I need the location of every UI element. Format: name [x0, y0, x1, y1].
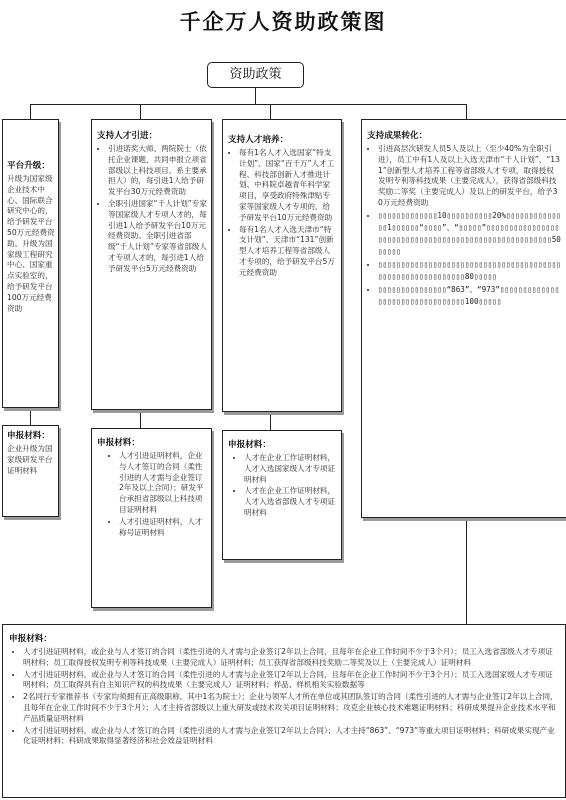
root-node-funding-policy: 资助政策: [207, 62, 304, 88]
combined-material-heading: 申报材料：: [9, 634, 52, 644]
platform-upgrade-text: 升级为国家级企业技术中心、国际联合研究中心的，给予研发平台50万元经费资助。升级为国家级工程研究中心、国家重点实验室的，给予研发平台100万元经费资助: [7, 174, 55, 313]
achievement-transformation-item: • ▯▯▯▯▯▯▯▯▯▯▯▯▯10▯▯▯▯▯▯▯▯▯▯20%▯▯▯▯▯▯▯▯▯▯▯▯▯▯1▯▯▯▯▯▯“▯▯▯▯”、“▯▯▯▯▯”▯▯▯▯▯▯▯▯▯▯▯▯▯▯▯▯▯▯▯▯▯▯▯▯▯▯▯▯▯▯▯▯▯▯▯▯▯▯▯▯▯▯▯▯▯▯▯▯▯▯▯▯▯▯50▯▯▯▯▯: [378, 210, 561, 258]
connector-horizontal: [30, 104, 467, 105]
achievement-transformation-box: [361, 119, 566, 518]
talent-training-material-item: • 人才在企业工作证明材料，人才入选省部级人才专项证明材料: [244, 486, 337, 518]
connector-col4: [466, 104, 467, 120]
talent-introduction-box: [91, 119, 212, 410]
platform-upgrade-material-heading: 申报材料：: [7, 431, 50, 441]
connector-col1-material: [30, 408, 31, 425]
talent-introduction-material-box: [91, 428, 212, 608]
talent-training-item: • 每有1名人才入选国家“特支计划”、国家“百千万”人才工程、科技部创新人才推进计划、中科院卓越青年科学家项目，享受政府特殊津贴专家等国家级人才专项的，给予研发平台10万元经费资助: [239, 148, 337, 224]
connector-col4-material: [466, 518, 467, 624]
combined-material-item: • 2名同行专家推荐书（专家均须拥有正高级职称，其中1名为院士）；企业与领军人才所在单位或其团队签订的合同（柔性引进的人才需与企业签订2年以上合同，且每年在企业工作时间不少于3个月）；人才主持省部级以上重大研发或技术攻关项目证明材料；攻克企业核心技术难题证明材料；科研成果提升企业技术水平和产品质量证明材料: [23, 692, 559, 724]
achievement-transformation-item: • ▯▯▯▯▯▯▯▯▯▯▯▯▯▯▯“863”、“973”▯▯▯▯▯▯▯▯▯▯▯▯▯▯▯▯▯▯▯▯▯▯▯▯▯▯▯▯▯▯▯▯100▯▯▯▯▯: [378, 284, 561, 308]
connector-col3-material: [270, 412, 271, 430]
platform-upgrade-box: [2, 119, 59, 408]
page-title: 千企万人资助政策图: [179, 10, 387, 34]
combined-material-box: [2, 624, 566, 798]
combined-material-item: • 人才引进证明材料，或企业与人才签订的合同（柔性引进的人才需与企业签订2年以上合同）；人才主持“863”、“973”等重大项目证明材料；科研成果实现产业化证明材料；科研成果取得显著经济和社会效益证明材料: [23, 726, 559, 748]
connector-col3: [270, 104, 271, 120]
platform-upgrade-material-text: 企业升级为国家级研发平台证明材料: [7, 444, 53, 475]
connector-col2-material: [140, 410, 141, 428]
connector-col2: [140, 104, 141, 120]
achievement-transformation-item: • 引进高层次研发人员5人及以上（至少40%为全职引进），员工中有1人及以上入选天津市“千人计划”、“131”创新型人才培养工程等省部级人才专项，取得授权发明专利等科技成果（主要完成人），获得省部级科技奖励二等奖（主要完成人）及以上的研发平台，给予30万元经费资助: [378, 144, 561, 209]
talent-introduction-material-item: • 人才引进证明材料，人才称号证明材料: [119, 517, 207, 539]
talent-training-material-item: • 人才在企业工作证明材料，人才入选国家级人才专项证明材料: [244, 453, 337, 485]
talent-introduction-item: • 全职引进国家“千人计划”专家等国家级人才专项人才的，每引进1人给予研发平台10万元经费资助。全职引进省部级“千人计划”专家等省部级人才专项人才的，每引进1人给予研发平台5万元经费资助: [108, 199, 207, 275]
talent-training-box: [222, 119, 342, 412]
connector-root-down: [255, 88, 256, 104]
connector-col1: [30, 104, 31, 120]
platform-upgrade-material-box: [2, 425, 59, 517]
achievement-transformation-heading: 支持成果转化：: [367, 131, 428, 141]
talent-introduction-item: • 引进诺奖大师、两院院士（依托企业课题，共同申报立项省部级以上科技项目，系主要承担人）的，每引进1人给予研发平台30万元经费资助: [108, 144, 207, 198]
combined-material-item: • 人才引进证明材料，或企业与人才签订的合同（柔性引进的人才需与企业签订2年以上合同，且每年在企业工作时间不少于3个月）；员工入选省部级人才专项证明材料；员工取得授权发明专利等科技成果（主要完成人）证明材料；员工获得省部级科技奖励二等奖及以上（主要完成人）证明材料: [23, 647, 559, 669]
talent-introduction-material-heading: 申报材料：: [97, 438, 140, 448]
talent-training-material-box: [222, 430, 342, 560]
talent-introduction-heading: 支持人才引进：: [97, 131, 158, 141]
talent-introduction-material-item: • 人才引进证明材料，企业与人才签订的合同（柔性引进的人才需与企业签订2年及以上合同）；研发平台承担省部级以上科技项目证明材料: [119, 451, 207, 516]
achievement-transformation-item: • ▯▯▯▯▯▯▯▯▯▯▯▯▯▯▯▯▯▯▯▯▯▯▯▯▯▯▯▯▯▯▯▯▯▯▯▯▯▯▯▯▯▯▯▯▯▯▯▯▯▯▯▯▯▯▯▯▯▯▯80▯▯▯▯▯: [378, 259, 561, 283]
platform-upgrade-heading: 平台升级：: [7, 161, 50, 171]
talent-training-item: • 每有1名人才入选天津市“特支计划”、天津市“131”创新型人才培养工程等省部级人才专项的，给予研发平台5万元经费资助: [239, 225, 337, 279]
talent-training-material-heading: 申报材料：: [228, 440, 271, 450]
combined-material-item: • 人才引进证明材料，或企业与人才签订的合同（柔性引进的人才需与企业签订2年以上合同，且每年在企业工作时间不少于3个月）；员工入选国家级人才专项证明材料；员工取得具有自主知识产权的科技成果（主要完成人）证明材料；样品、样机相关实验数据等: [23, 670, 559, 692]
talent-training-heading: 支持人才培养：: [228, 135, 289, 145]
